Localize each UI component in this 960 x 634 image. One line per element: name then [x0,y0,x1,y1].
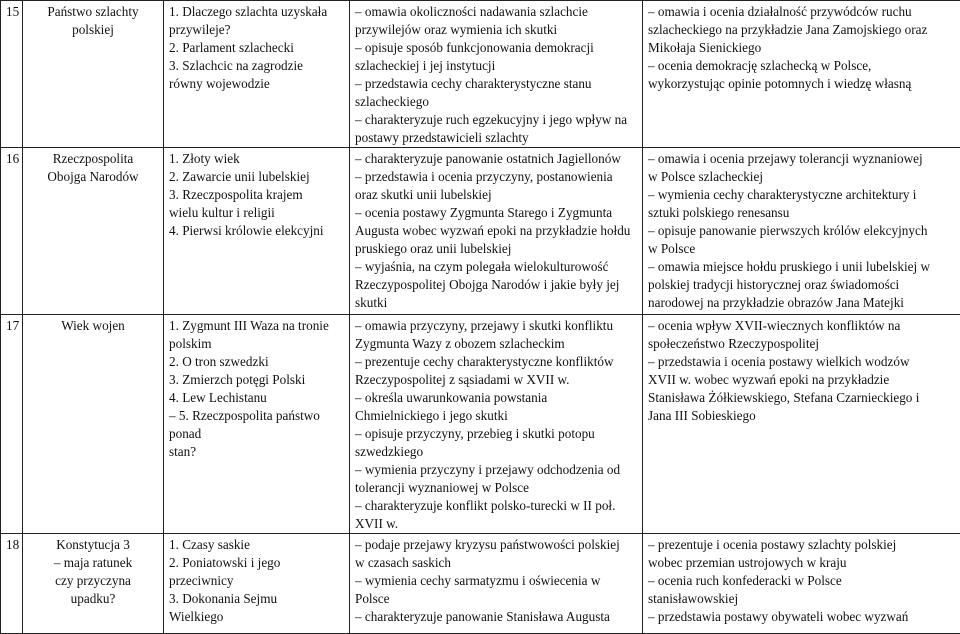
basic-text: przedstawia i ocenia przyczyny, postanowienia [365,169,613,184]
dash-bullet: – [355,76,365,91]
basic-text: wymienia przyczyny i przejawy odchodzenia od [365,462,620,477]
dash-bullet: – [355,4,365,19]
dash-bullet: – [648,354,658,369]
basic-text: Augusta wobec wyzwań epoki na przykładzie hołdu [355,223,630,238]
topics-text: 2. Poniatowski i jego [169,555,280,570]
topics-text: 2. O tron szwedzki [169,354,269,369]
topics-text: przeciwnicy [169,573,233,588]
title-text: Państwo szlachty [47,4,138,19]
dash-bullet: – [648,151,658,166]
topics-line [169,590,344,608]
topics-line [169,75,344,93]
advanced-line [648,335,955,353]
advanced-text: wobec przemian ustrojowych w kraju [648,555,846,570]
basic-line [355,3,637,21]
advanced-line [648,371,955,389]
lesson-number-text: 16 [6,151,19,166]
advanced-line [648,3,955,21]
title-line [28,150,158,168]
advanced-line [648,240,955,258]
topics-text: 1. Złoty wiek [169,151,240,166]
dash-bullet: – [355,112,365,127]
basic-requirements [350,1,643,148]
topics-line [169,222,344,240]
lesson-title [23,1,164,148]
topics-text: Wielkiego [169,609,223,624]
topics-line [169,371,344,389]
advanced-requirements [643,1,960,148]
advanced-line [648,57,955,75]
advanced-line [648,407,955,425]
topics-line [169,425,344,443]
basic-line [355,479,637,497]
basic-text: Chmielnickiego i jego skutki [355,408,508,423]
lesson-number [1,534,23,634]
topics-line [169,3,344,21]
basic-text: w czasach saskich [355,555,451,570]
basic-text: omawia okoliczności nadawania szlachcie [365,4,588,19]
basic-text: charakteryzuje konflikt polsko-turecki w II poł. [365,498,615,513]
lesson-number-text: 17 [6,318,19,333]
lesson-number [1,1,23,148]
advanced-line [648,590,955,608]
title-text: Konstytucja 3 [56,537,130,552]
advanced-line [648,222,955,240]
advanced-line [648,317,955,335]
title-line [28,317,158,335]
advanced-text: przedstawia postawy obywateli wobec wyzwań [658,609,908,624]
basic-line [355,371,637,389]
basic-text: charakteryzuje ruch egzekucyjny i jego wpływ na [365,112,627,127]
basic-line [355,608,637,626]
dash-bullet: – [355,537,365,552]
lesson-number-text: 15 [6,4,19,19]
dash-bullet: – [169,408,179,423]
basic-line [355,75,637,93]
basic-line [355,407,637,425]
table-body [1,1,960,634]
advanced-line [648,536,955,554]
topics-line [169,608,344,626]
basic-line [355,572,637,590]
basic-text: charakteryzuje panowanie Stanisława Augusta [365,609,610,624]
dash-bullet: – [355,390,365,405]
lesson-title [23,315,164,534]
dash-bullet: – [355,426,365,441]
basic-line [355,590,637,608]
lesson-number [1,315,23,534]
advanced-text: Stanisława Żółkiewskiego, Stefana Czarnieckiego i [648,390,919,405]
basic-text: pruskiego oraz unii lubelskiej [355,241,511,256]
basic-line [355,240,637,258]
basic-text: XVII w. [355,516,398,531]
advanced-line [648,294,955,312]
advanced-text: omawia i ocenia przejawy tolerancji wyznaniowej [658,151,923,166]
topics-text: 4. Pierwsi królowie elekcyjni [169,223,324,238]
basic-text: wymienia cechy sarmatyzmu i oświecenia w [365,573,600,588]
advanced-text: przedstawia i ocenia postawy wielkich wodzów [658,354,910,369]
lesson-topics [164,534,350,634]
basic-text: postawy przedstawicieli szlachty [355,130,529,145]
title-text: polskiej [72,22,114,37]
advanced-text: omawia miejsce hołdu pruskiego i unii lubelskiej w [658,259,930,274]
topics-text: 3. Rzeczpospolita krajem [169,187,303,202]
advanced-line [648,168,955,186]
advanced-text: ocenia wpływ XVII-wiecznych konfliktów na [658,318,900,333]
advanced-line [648,75,955,93]
topics-text: polskim [169,336,212,351]
topics-line [169,204,344,222]
basic-line [355,389,637,407]
table-row [1,534,960,634]
topics-text: 1. Zygmunt III Waza na tronie [169,318,329,333]
lesson-number [1,148,23,315]
advanced-line [648,554,955,572]
basic-line [355,204,637,222]
dash-bullet: – [648,259,658,274]
dash-bullet: – [648,537,658,552]
topics-text: 5. Rzeczpospolita państwo [179,408,320,423]
topics-text: 2. Parlament szlachecki [169,40,294,55]
dash-bullet: – [648,573,658,588]
basic-text: określa uwarunkowania powstania [365,390,547,405]
topics-line [169,443,344,461]
advanced-text: sztuki polskiego renesansu [648,205,789,220]
dash-bullet: – [355,354,365,369]
basic-text: Rzeczypospolitej z sąsiadami w XVII w. [355,372,569,387]
topics-text: 3. Szlachcic na zagrodzie [169,58,303,73]
lesson-topics [164,148,350,315]
dash-bullet: – [355,259,365,274]
basic-line [355,536,637,554]
topics-line [169,186,344,204]
basic-line [355,317,637,335]
table-row [1,1,960,148]
basic-line [355,425,637,443]
dash-bullet: – [648,58,658,73]
title-line [28,572,158,590]
title-text: Obojga Narodów [47,169,138,184]
title-text: maja ratunek [64,555,132,570]
advanced-line [648,258,955,276]
basic-text: szlacheckiej i jej instytucji [355,58,495,73]
basic-text: opisuje sposób funkcjonowania demokracji [365,40,594,55]
advanced-text: społeczeństwo Rzeczypospolitej [648,336,819,351]
basic-requirements [350,534,643,634]
lesson-number-text: 18 [6,537,19,552]
basic-line [355,39,637,57]
dash-bullet: – [355,151,365,166]
dash-bullet: – [648,609,658,624]
basic-line [355,294,637,312]
topics-text: 3. Zmierzch potęgi Polski [169,372,305,387]
basic-line [355,111,637,129]
topics-text: 3. Dokonania Sejmu [169,591,277,606]
lesson-topics [164,1,350,148]
basic-text: podaje przejawy kryzysu państwowości polskiej [365,537,620,552]
advanced-line [648,21,955,39]
table-row [1,148,960,315]
dash-bullet: – [54,555,64,570]
basic-line [355,353,637,371]
basic-text: opisuje przyczyny, przebieg i skutki potopu [365,426,595,441]
basic-line [355,222,637,240]
dash-bullet: – [355,205,365,220]
basic-line [355,186,637,204]
advanced-line [648,276,955,294]
advanced-text: stanisławowskiej [648,591,738,606]
topics-line [169,554,344,572]
basic-line [355,335,637,353]
topics-line [169,572,344,590]
basic-text: Rzeczypospolitej Obojga Narodów i jakie były jej [355,277,619,292]
advanced-line [648,204,955,222]
dash-bullet: – [355,318,365,333]
title-line [28,21,158,39]
topics-text: przywileje? [169,22,231,37]
topics-line [169,353,344,371]
advanced-text: w Polsce [648,241,695,256]
advanced-text: omawia i ocenia działalność przywódców ruchu [658,4,912,19]
dash-bullet: – [355,498,365,513]
basic-text: Zygmunta Wazy z obozem szlacheckim [355,336,565,351]
advanced-text: ocenia demokrację szlachecką w Polsce, [658,58,871,73]
topics-text: stan? [169,444,196,459]
basic-text: wyjaśnia, na czym polegała wielokulturowość [365,259,609,274]
basic-text: Polsce [355,591,389,606]
advanced-text: XVII w. wobec wyzwań epoki na przykładzie [648,372,889,387]
advanced-line [648,186,955,204]
basic-line [355,497,637,515]
topics-line [169,150,344,168]
basic-line [355,461,637,479]
basic-text: ocenia postawy Zygmunta Starego i Zygmunta [365,205,612,220]
title-text: Rzeczpospolita [53,151,134,166]
basic-text: charakteryzuje panowanie ostatnich Jagiellonów [365,151,621,166]
advanced-line [648,353,955,371]
dash-bullet: – [648,187,658,202]
advanced-text: wykorzystując opinie potomnych i wiedzę własną [648,76,911,91]
advanced-text: opisuje panowanie pierwszych królów elekcyjnych [658,223,928,238]
topics-text: 1. Czasy saskie [169,537,250,552]
basic-line [355,57,637,75]
advanced-line [648,389,955,407]
topics-line [169,21,344,39]
basic-line [355,93,637,111]
title-text: czy przyczyna [55,573,131,588]
advanced-line [648,150,955,168]
basic-line [355,515,637,533]
advanced-text: w Polsce szlacheckiej [648,169,763,184]
advanced-text: Jana III Sobieskiego [648,408,756,423]
topics-line [169,335,344,353]
basic-line [355,129,637,147]
topics-text: 4. Lew Lechistanu [169,390,267,405]
topics-line [169,407,344,425]
title-line [28,536,158,554]
topics-line [169,317,344,335]
advanced-line [648,572,955,590]
topics-line [169,57,344,75]
advanced-text: narodowej na przykładzie obrazów Jana Matejki [648,295,904,310]
basic-line [355,258,637,276]
topics-line [169,39,344,57]
topics-text: równy wojewodzie [169,76,270,91]
dash-bullet: – [648,318,658,333]
title-text: Wiek wojen [61,318,125,333]
lesson-title [23,148,164,315]
advanced-text: polskiej tradycji historycznej oraz świadomości [648,277,899,292]
advanced-text: wymienia cechy charakterystyczne architektury i [658,187,917,202]
dash-bullet: – [355,462,365,477]
lesson-title [23,534,164,634]
dash-bullet: – [355,609,365,624]
basic-requirements [350,148,643,315]
basic-text: prezentuje cechy charakterystyczne konfliktów [365,354,614,369]
advanced-text: prezentuje i ocenia postawy szlachty polskiej [658,537,896,552]
topics-line [169,389,344,407]
basic-text: oraz skutki unii lubelskiej [355,187,492,202]
dash-bullet: – [648,223,658,238]
dash-bullet: – [648,4,658,19]
dash-bullet: – [355,573,365,588]
topics-line [169,168,344,186]
title-line [28,168,158,186]
basic-text: omawia przyczyny, przejawy i skutki konfliktu [365,318,613,333]
topics-text: 1. Dlaczego szlachta uzyskała [169,4,327,19]
dash-bullet: – [355,169,365,184]
topics-text: ponad [169,426,201,441]
advanced-line [648,608,955,626]
advanced-text: ocenia ruch konfederacki w Polsce [658,573,842,588]
title-line [28,554,158,572]
basic-text: tolerancji wyznaniowej w Polsce [355,480,529,495]
basic-text: przywilejów oraz wymienia ich skutki [355,22,557,37]
basic-line [355,443,637,461]
basic-line [355,150,637,168]
title-text: upadku? [71,591,116,606]
basic-text: szlacheckiego [355,94,429,109]
table-row [1,315,960,534]
advanced-requirements [643,315,960,534]
topics-line [169,536,344,554]
title-line [28,590,158,608]
advanced-text: szlacheckiego na przykładzie Jana Zamojskiego oraz [648,22,927,37]
basic-requirements [350,315,643,534]
advanced-line [648,39,955,57]
basic-line [355,276,637,294]
dash-bullet: – [355,40,365,55]
advanced-requirements [643,534,960,634]
topics-text: wielu kultur i religii [169,205,275,220]
basic-text: skutki [355,295,387,310]
lesson-topics [164,315,350,534]
basic-line [355,21,637,39]
topics-text: 2. Zawarcie unii lubelskiej [169,169,310,184]
title-line [28,3,158,21]
basic-text: szwedzkiego [355,444,423,459]
advanced-requirements [643,148,960,315]
basic-text: przedstawia cechy charakterystyczne stanu [365,76,592,91]
basic-line [355,554,637,572]
advanced-text: Mikołaja Sienickiego [648,40,761,55]
basic-line [355,168,637,186]
